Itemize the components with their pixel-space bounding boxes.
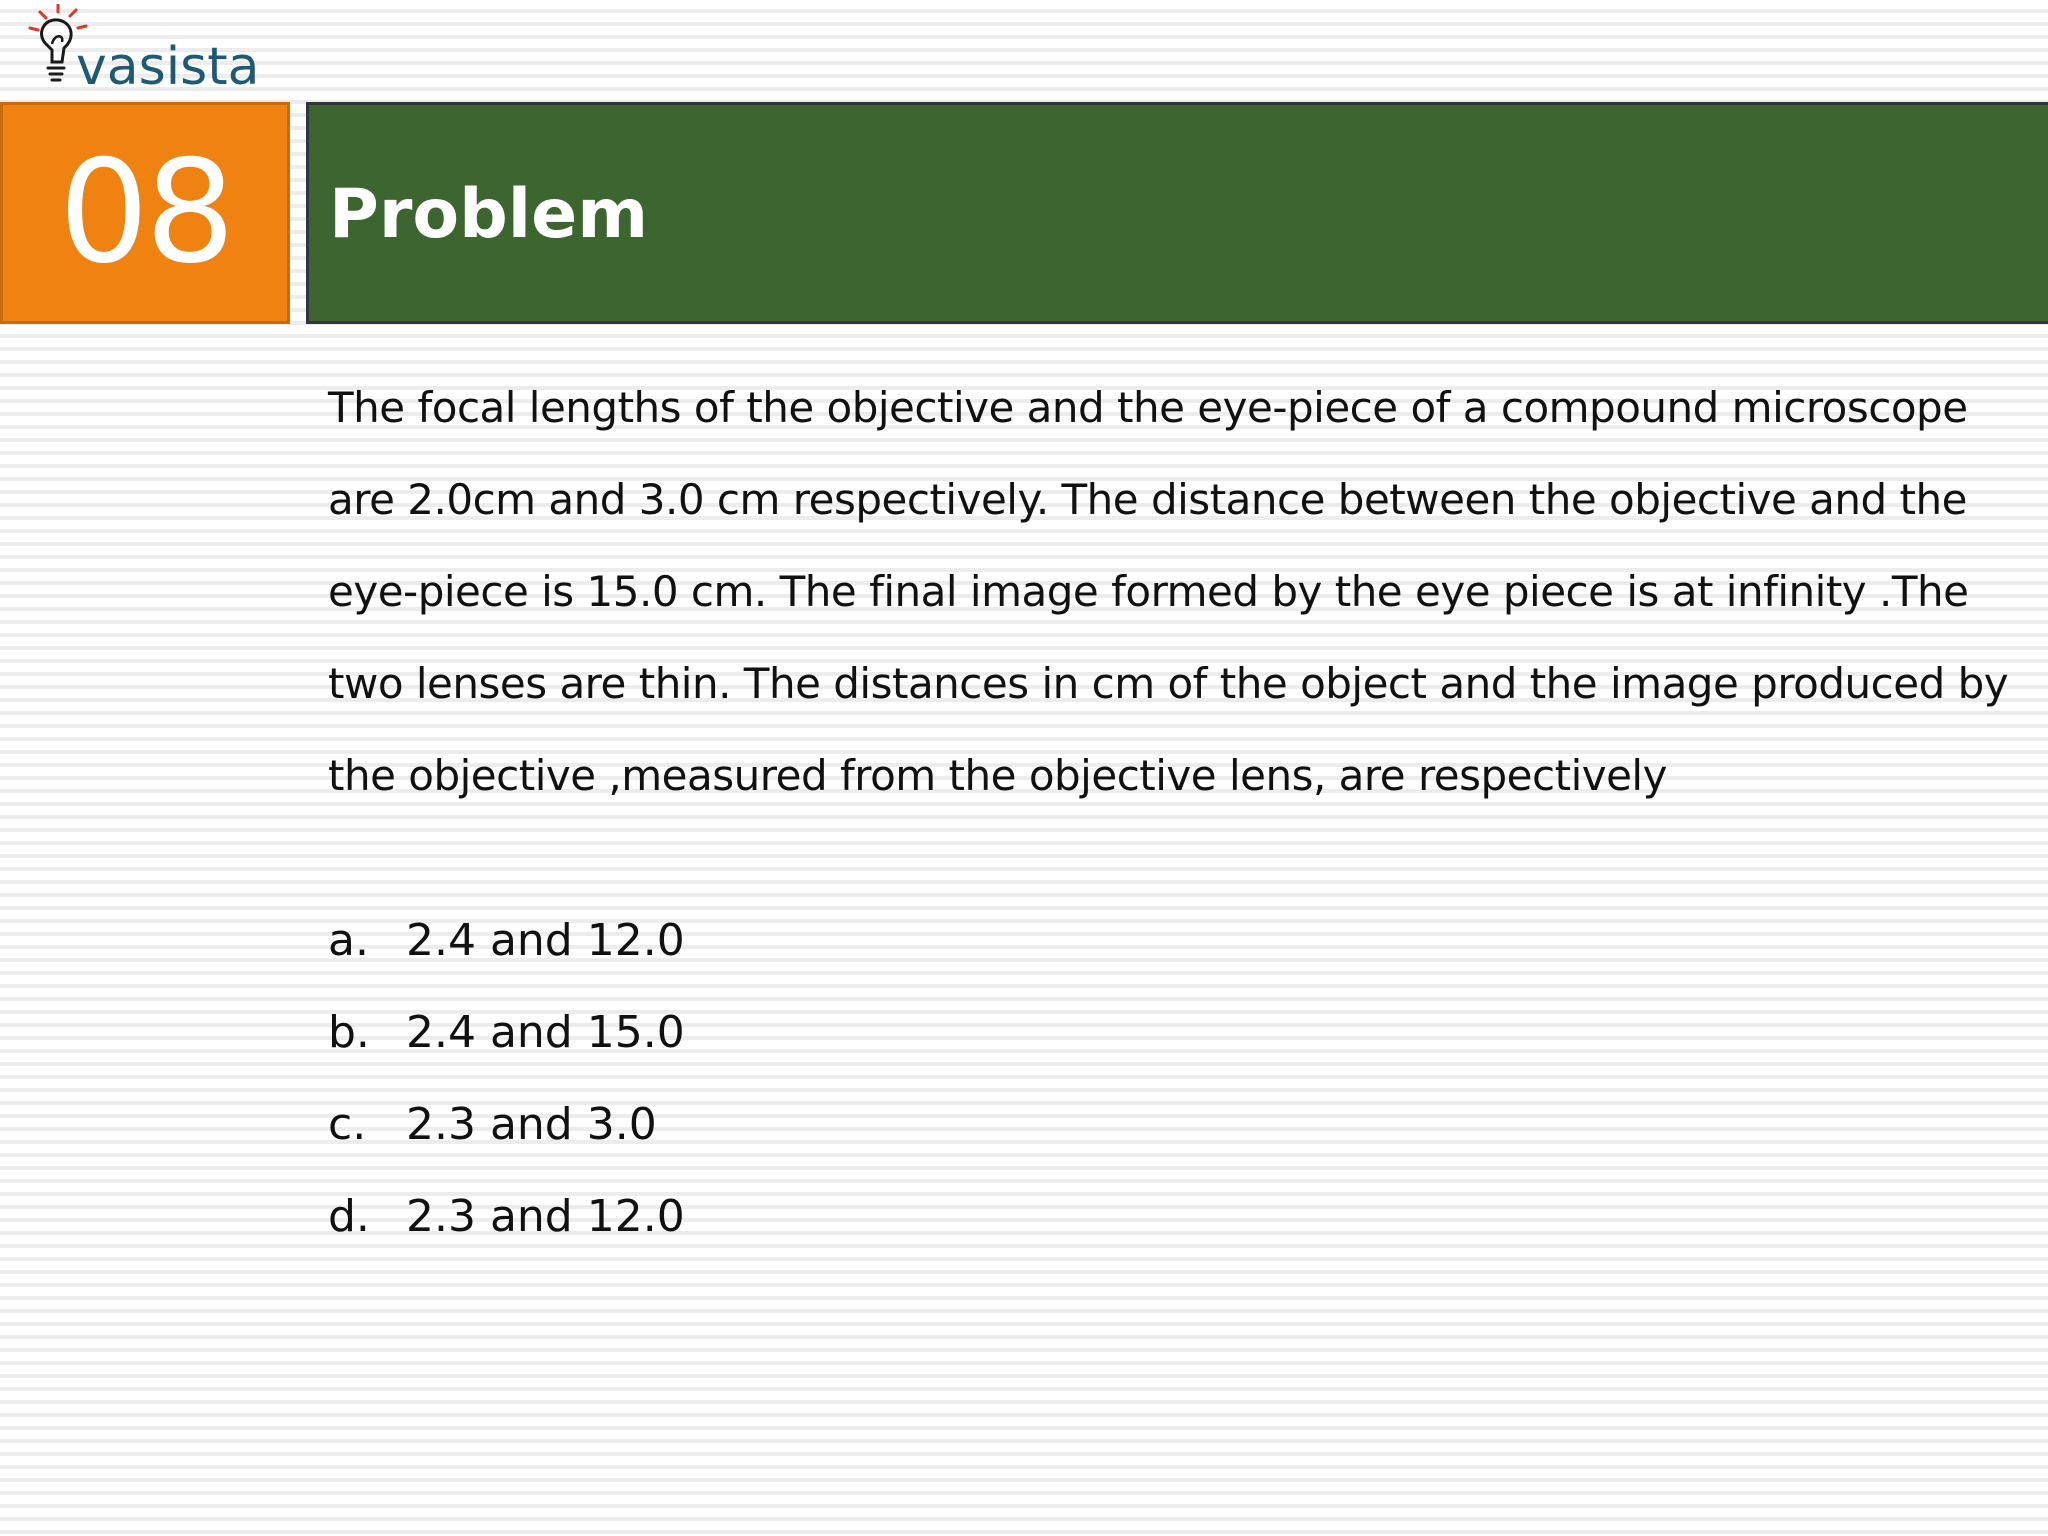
option-letter: a. xyxy=(328,915,369,966)
logo-wordmark: vasista xyxy=(76,37,260,96)
option-text: 2.4 and 12.0 xyxy=(406,915,685,966)
option-a xyxy=(328,895,1328,987)
option-text: 2.3 and 12.0 xyxy=(406,1191,685,1242)
option-letter: d. xyxy=(328,1191,370,1242)
option-letter: b. xyxy=(328,1007,370,1058)
option-d xyxy=(328,1171,1328,1263)
option-c xyxy=(328,1079,1328,1171)
option-text: 2.4 and 15.0 xyxy=(406,1007,685,1058)
question-text: The focal lengths of the objective and the eye-piece of a compound microscope are 2.0cm and 3.0 cm respectively. The distance between the objective and the eye-piece is 15.0 cm. The final image formed by the eye piece is at infinity .The two lenses are thin. The distances in cm of the object and the image produced by the objective ,measured from the objective lens, are respectively xyxy=(328,383,2009,800)
answer-options xyxy=(328,895,1328,1263)
vasista-logo xyxy=(18,4,288,96)
title-bar xyxy=(306,102,2048,324)
slide-number: 08 xyxy=(58,130,232,295)
option-b xyxy=(328,987,1328,1079)
slide-title: Problem xyxy=(329,175,649,254)
vasista-logo-image xyxy=(18,4,288,96)
option-text: 2.3 and 3.0 xyxy=(406,1099,657,1150)
option-letter: c. xyxy=(328,1099,367,1150)
slide-number-box xyxy=(0,102,290,324)
